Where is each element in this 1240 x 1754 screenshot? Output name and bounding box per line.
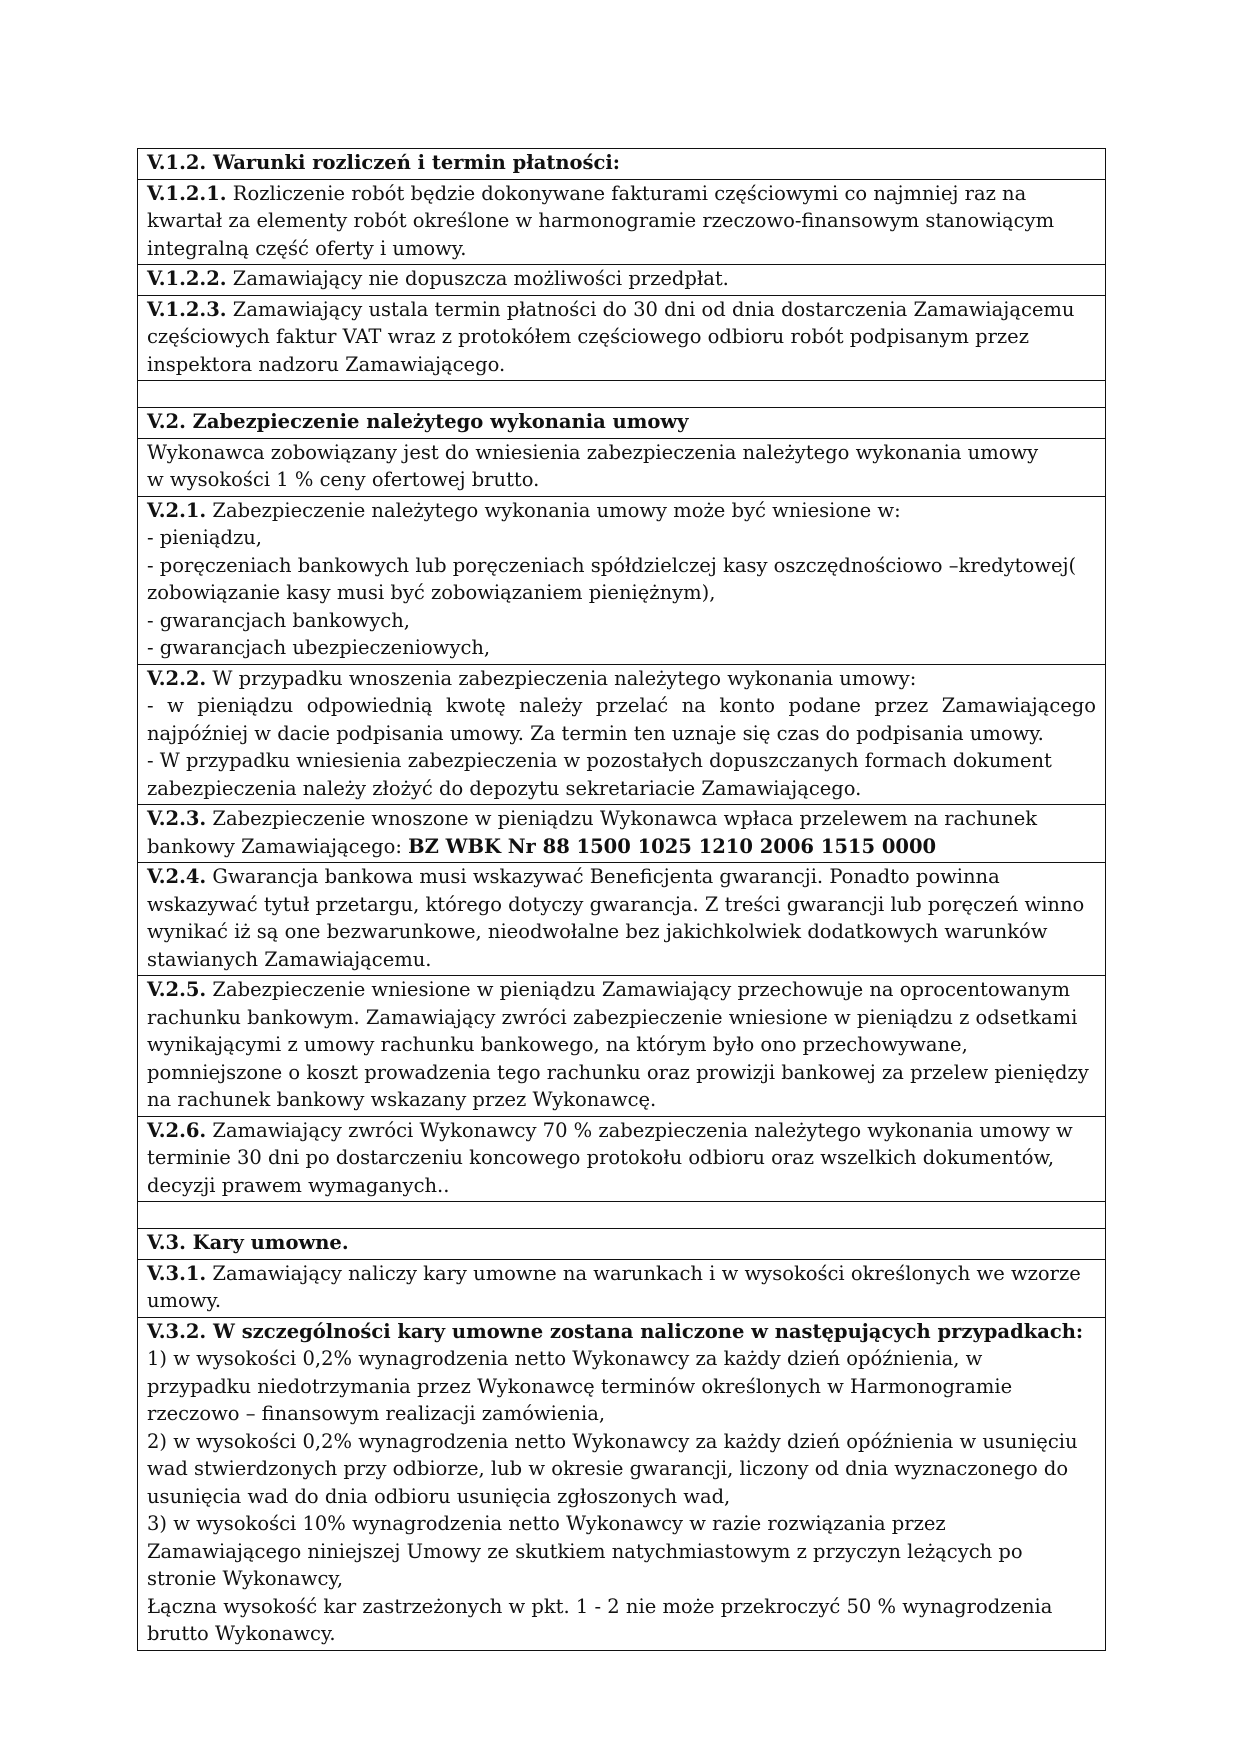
- clause-text: pomniejszone o koszt prowadzenia tego rachunku oraz prowizji bankowej za przelew pieniędzy: [147, 1060, 1089, 1084]
- clause-number: V.2.4.: [147, 865, 207, 888]
- clause-text: Rozliczenie robót będzie dokonywane fakturami częściowymi co najmniej raz na: [226, 181, 1027, 205]
- table-row: [138, 149, 1106, 180]
- table-row: [138, 438, 1106, 496]
- clause-text: usunięcia wad do dnia odbioru usunięcia zgłoszonych wad,: [147, 1484, 731, 1508]
- clause-number: V.2.1.: [147, 498, 207, 522]
- table-row: [138, 863, 1106, 976]
- clause-heading: V.3.2. W szczególności kary umowne zostana naliczone w następujących przypadkach:: [147, 1319, 1084, 1343]
- section-heading: V.3. Kary umowne.: [147, 1231, 349, 1254]
- clause-text: decyzji prawem wymaganych..: [147, 1173, 450, 1197]
- clause-text: bankowy Zamawiającego:: [147, 834, 409, 858]
- section-heading: V.1.2. Warunki rozliczeń i termin płatności:: [147, 151, 620, 174]
- clause-text: - pieniądzu,: [147, 526, 262, 549]
- clause-text: 3) w wysokości 10% wynagrodzenia netto Wykonawcy w razie rozwiązania przez: [147, 1512, 946, 1535]
- clause-number: V.2.3.: [147, 807, 207, 830]
- table-row: [138, 976, 1106, 1117]
- bank-account-number: BZ WBK Nr 88 1500 1025 1210 2006 1515 0000: [408, 834, 937, 858]
- clause-text: Wykonawca zobowiązany jest do wniesienia zabezpieczenia należytego wykonania umowy: [147, 440, 1039, 464]
- clause-text: W przypadku wnoszenia zabezpieczenia należytego wykonania umowy:: [206, 666, 917, 690]
- table-row: [138, 496, 1106, 664]
- clause-number: V.1.2.3.: [147, 297, 227, 321]
- table-row: [138, 408, 1106, 439]
- clause-text: rzeczowo – finansowym realizacji zamówienia,: [147, 1402, 606, 1425]
- clause-text: - gwarancjach bankowych,: [147, 608, 410, 632]
- table-row: [138, 1229, 1106, 1260]
- clause-number: V.1.2.1.: [147, 181, 227, 205]
- clause-text: - gwarancjach ubezpieczeniowych,: [147, 636, 491, 659]
- clause-text: przypadku niedotrzymania przez Wykonawcę terminów określonych w Harmonogramie: [147, 1374, 1013, 1398]
- clause-number: V.2.2.: [147, 666, 207, 690]
- clause-text: stawianych Zamawiającemu.: [147, 947, 432, 971]
- clause-text: Łączna wysokość kar zastrzeżonych w pkt. 1 - 2 nie może przekroczyć 50 % wynagrodzenia: [147, 1594, 1053, 1618]
- section-heading: V.2. Zabezpieczenie należytego wykonania umowy: [147, 410, 689, 433]
- clause-text: na rachunek bankowy wskazany przez Wykonawcę.: [147, 1088, 657, 1111]
- table-row: [138, 1116, 1106, 1202]
- clause-text: Zabezpieczenie należytego wykonania umowy może być wniesione w:: [206, 498, 901, 522]
- clause-number: V.2.6.: [147, 1118, 207, 1142]
- terms-table: [137, 148, 1106, 1651]
- table-row: [138, 179, 1106, 265]
- clause-number: V.3.1.: [147, 1261, 207, 1285]
- clause-text: inspektora nadzoru Zamawiającego.: [147, 352, 506, 376]
- empty-row: [138, 381, 1106, 408]
- clause-text: kwartał za elementy robót określone w harmonogramie rzeczowo-finansowym stanowiącym: [147, 209, 1055, 232]
- table-row: [138, 265, 1106, 296]
- clause-text: rachunku bankowym. Zamawiający zwróci zabezpieczenie wniesione w pieniądzu z odsetkami: [147, 1005, 1078, 1029]
- table-row: [138, 664, 1106, 805]
- clause-text: brutto Wykonawcy.: [147, 1622, 336, 1645]
- clause-text: zobowiązanie kasy musi być zobowiązaniem pieniężnym),: [147, 581, 716, 604]
- empty-row: [138, 1202, 1106, 1229]
- clause-text: integralną część oferty i umowy.: [147, 236, 467, 260]
- table-row: [138, 295, 1106, 381]
- clause-text: Zabezpieczenie wniesione w pieniądzu Zamawiający przechowuje na oprocentowanym: [206, 978, 1070, 1001]
- clause-number: V.1.2.2.: [147, 267, 227, 290]
- clause-text: częściowych faktur VAT wraz z protokółem częściowego odbioru robót podpisanym przez: [147, 325, 1029, 348]
- clause-text: terminie 30 dni po dostarczeniu koncowego protokołu odbioru oraz wszelkich dokumentów,: [147, 1146, 1055, 1169]
- table-row: [138, 805, 1106, 863]
- clause-text: 1) w wysokości 0,2% wynagrodzenia netto Wykonawcy za każdy dzień opóźnienia, w: [147, 1347, 983, 1370]
- clause-text: 2) w wysokości 0,2% wynagrodzenia netto Wykonawcy za każdy dzień opóźnienia w usunięciu: [147, 1429, 1078, 1453]
- clause-text: Zamawiający nie dopuszcza możliwości przedpłat.: [226, 267, 729, 290]
- clause-text: zabezpieczenia należy złożyć do depozytu sekretariacie Zamawiającego.: [147, 776, 862, 800]
- clause-text: wynikającymi z umowy rachunku bankowego, na którym było ono przechowywane,: [147, 1033, 968, 1056]
- clause-text: - w pieniądzu odpowiednią kwotę należy przelać na konto podane przez Zamawiającego: [147, 694, 1096, 717]
- clause-text: najpóźniej w dacie podpisania umowy. Za termin ten uznaje się czas do podpisania umowy.: [147, 721, 1044, 745]
- clause-text: - poręczeniach bankowych lub poręczeniach spółdzielczej kasy oszczędnościowo –kredytowej(: [147, 553, 1077, 577]
- clause-text: - W przypadku wniesienia zabezpieczenia w pozostałych dopuszczanych formach dokument: [147, 749, 1052, 772]
- document-page: [137, 148, 1106, 1651]
- clause-text: Gwarancja bankowa musi wskazywać Beneficjenta gwarancji. Ponadto powinna: [206, 865, 1000, 888]
- clause-text: Zabezpieczenie wnoszone w pieniądzu Wykonawca wpłaca przelewem na rachunek: [206, 807, 1038, 830]
- clause-text: w wysokości 1 % ceny ofertowej brutto.: [147, 468, 540, 491]
- clause-text: Zamawiający naliczy kary umowne na warunkach i w wysokości określonych we wzorze: [206, 1261, 1081, 1285]
- clause-text: wskazywać tytuł przetargu, którego dotyczy gwarancja. Z treści gwarancji lub poręczeń winno: [147, 892, 1085, 916]
- clause-text: Zamawiającego niniejszej Umowy ze skutkiem natychmiastowym z przyczyn leżących po: [147, 1539, 1023, 1563]
- clause-text: Zamawiający ustala termin płatności do 30 dni od dnia dostarczenia Zamawiającemu: [226, 297, 1075, 321]
- table-row: [138, 1259, 1106, 1317]
- clause-text: stronie Wykonawcy,: [147, 1567, 344, 1590]
- clause-text: Zamawiający zwróci Wykonawcy 70 % zabezpieczenia należytego wykonania umowy w: [206, 1118, 1073, 1142]
- clause-text: wad stwierdzonych przy odbiorze, lub w okresie gwarancji, liczony od dnia wyznaczonego do: [147, 1457, 1069, 1480]
- clause-text: wynikać iż są one bezwarunkowe, nieodwołalne bez jakichkolwiek dodatkowych warunków: [147, 920, 1048, 943]
- table-row: [138, 1317, 1106, 1650]
- clause-text: umowy.: [147, 1289, 222, 1312]
- clause-number: V.2.5.: [147, 978, 207, 1001]
